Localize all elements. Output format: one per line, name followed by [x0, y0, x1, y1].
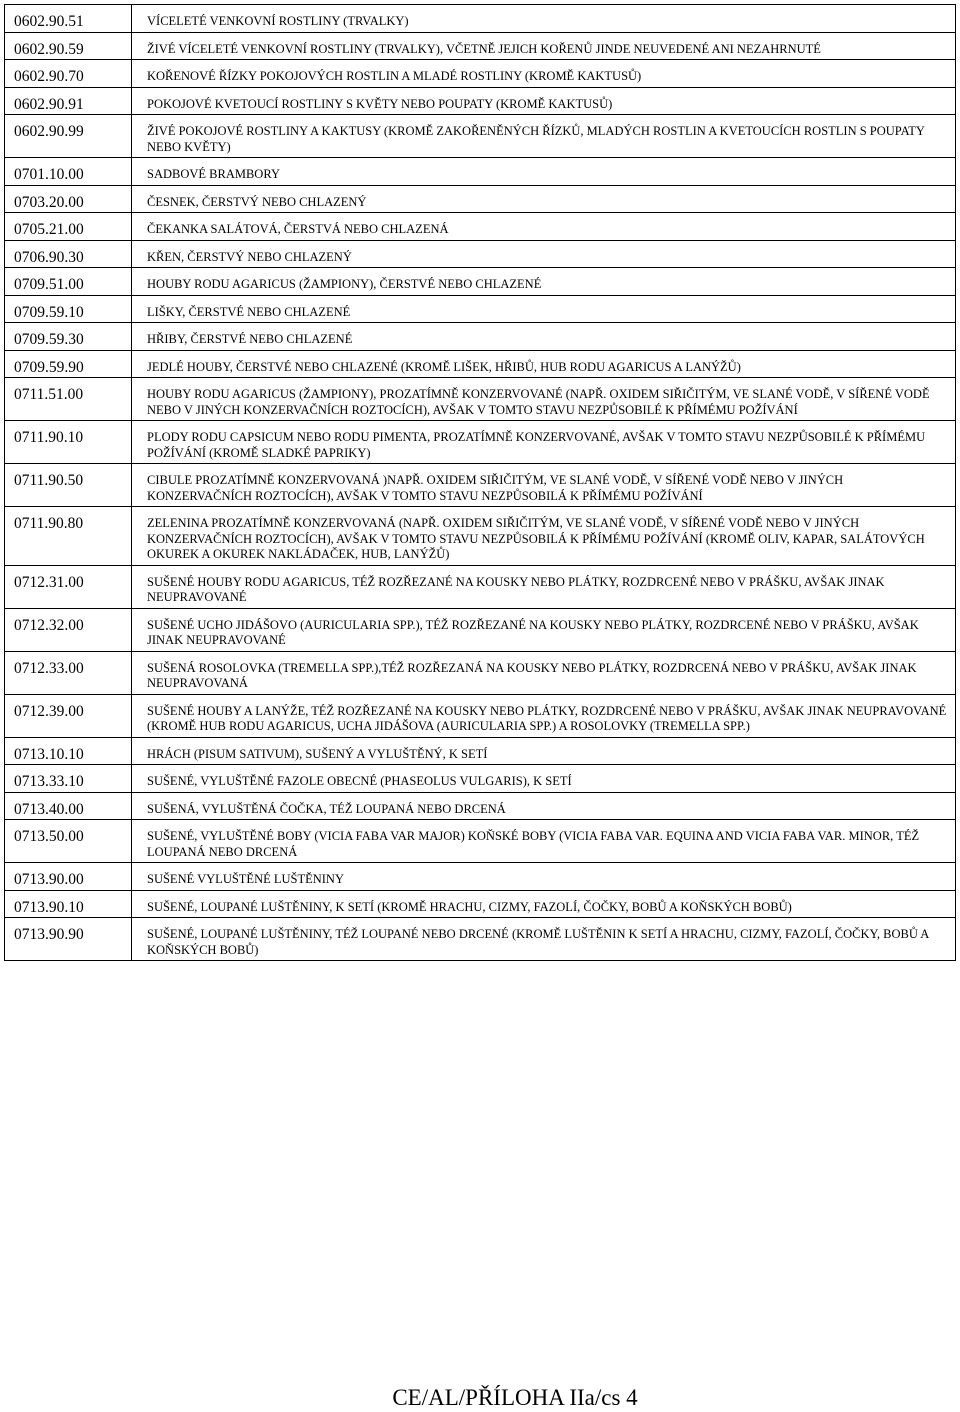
- product-description-cell: ŽIVÉ VÍCELETÉ VENKOVNÍ ROSTLINY (TRVALKY), VČETNĚ JEJICH KOŘENŮ JINDE NEUVEDENÉ ANI NEZAHRNUTÉ: [132, 32, 956, 60]
- tariff-code-cell: 0706.90.30: [5, 240, 132, 268]
- product-description-cell: HŘIBY, ČERSTVÉ NEBO CHLAZENÉ: [132, 323, 956, 351]
- product-description-cell: KŘEN, ČERSTVÝ NEBO CHLAZENÝ: [132, 240, 956, 268]
- table-row: [5, 323, 956, 351]
- tariff-code-cell: 0713.90.90: [5, 918, 132, 961]
- tariff-code-table-body: [5, 5, 956, 961]
- page-footer-label: CE/AL/PŘÍLOHA IIa/cs 4: [392, 1385, 638, 1410]
- tariff-code-cell: 0701.10.00: [5, 158, 132, 186]
- tariff-code-cell: 0713.90.10: [5, 890, 132, 918]
- tariff-code-cell: 0602.90.59: [5, 32, 132, 60]
- tariff-code-cell: 0711.90.10: [5, 421, 132, 464]
- table-row: [5, 213, 956, 241]
- tariff-code-cell: 0709.59.10: [5, 295, 132, 323]
- table-row: [5, 350, 956, 378]
- tariff-code-cell: 0712.33.00: [5, 651, 132, 694]
- table-row: [5, 565, 956, 608]
- table-row: [5, 918, 956, 961]
- table-row: [5, 115, 956, 158]
- tariff-code-cell: 0713.90.00: [5, 863, 132, 891]
- tariff-code-cell: 0711.51.00: [5, 378, 132, 421]
- table-row: [5, 60, 956, 88]
- tariff-code-cell: 0712.31.00: [5, 565, 132, 608]
- tariff-code-cell: 0713.33.10: [5, 765, 132, 793]
- product-description-cell: ZELENINA PROZATÍMNĚ KONZERVOVANÁ (NAPŘ. OXIDEM SIŘIČITÝM, VE SLANÉ VODĚ, V SÍŘENÉ VODĚ NEBO V JINÝCH KONZERVAČNÍCH ROZTOCÍCH), AVŠAK V TOMTO STAVU NEZPŮSOBILÁ K PŘÍMÉMU POŽÍVÁNÍ (KROMĚ OLIV, KAPAR, SALÁTOVÝCH OKUREK A OKUREK NAKLÁDAČEK, HUB, LANÝŽŮ): [132, 507, 956, 566]
- tariff-code-table: [4, 4, 956, 961]
- tariff-code-cell: 0709.59.90: [5, 350, 132, 378]
- tariff-code-cell: 0703.20.00: [5, 185, 132, 213]
- tariff-code-cell: 0712.32.00: [5, 608, 132, 651]
- table-row: [5, 32, 956, 60]
- product-description-cell: ČEKANKA SALÁTOVÁ, ČERSTVÁ NEBO CHLAZENÁ: [132, 213, 956, 241]
- product-description-cell: POKOJOVÉ KVETOUCÍ ROSTLINY S KVĚTY NEBO POUPATY (KROMĚ KAKTUSŮ): [132, 87, 956, 115]
- product-description-cell: SUŠENÉ HOUBY A LANÝŽE, TÉŽ ROZŘEZANÉ NA KOUSKY NEBO PLÁTKY, ROZDRCENÉ NEBO V PRÁŠKU, AVŠAK JINAK NEUPRAVOVANÉ (KROMĚ HUB RODU AGARICUS, UCHA JIDÁŠOVA (AURICULARIA SPP.) A ROSOLOVKY (TREMELLA SPP.): [132, 694, 956, 737]
- table-row: [5, 890, 956, 918]
- tariff-code-cell: 0602.90.51: [5, 5, 132, 33]
- table-row: [5, 378, 956, 421]
- tariff-code-cell: 0602.90.99: [5, 115, 132, 158]
- product-description-cell: SUŠENÉ, LOUPANÉ LUŠTĚNINY, TÉŽ LOUPANÉ NEBO DRCENÉ (KROMĚ LUŠTĚNIN K SETÍ A HRACHU, CIZMY, FAZOLÍ, ČOČKY, BOBŮ A KOŇSKÝCH BOBŮ): [132, 918, 956, 961]
- table-row: [5, 268, 956, 296]
- tariff-code-cell: 0711.90.80: [5, 507, 132, 566]
- product-description-cell: SUŠENÉ UCHO JIDÁŠOVO (AURICULARIA SPP.), TÉŽ ROZŘEZANÉ NA KOUSKY NEBO PLÁTKY, ROZDRCENÉ NEBO V PRÁŠKU, AVŠAK JINAK NEUPRAVOVANÉ: [132, 608, 956, 651]
- tariff-code-cell: 0602.90.91: [5, 87, 132, 115]
- table-row: [5, 694, 956, 737]
- product-description-cell: JEDLÉ HOUBY, ČERSTVÉ NEBO CHLAZENÉ (KROMĚ LIŠEK, HŘIBŮ, HUB RODU AGARICUS A LANÝŽŮ): [132, 350, 956, 378]
- table-row: [5, 792, 956, 820]
- product-description-cell: SADBOVÉ BRAMBORY: [132, 158, 956, 186]
- product-description-cell: ČESNEK, ČERSTVÝ NEBO CHLAZENÝ: [132, 185, 956, 213]
- table-row: [5, 464, 956, 507]
- tariff-code-cell: 0711.90.50: [5, 464, 132, 507]
- product-description-cell: SUŠENÁ ROSOLOVKA (TREMELLA SPP.),TÉŽ ROZŘEZANÁ NA KOUSKY NEBO PLÁTKY, ROZDRCENÁ NEBO V PRÁŠKU, AVŠAK JINAK NEUPRAVOVANÁ: [132, 651, 956, 694]
- product-description-cell: CIBULE PROZATÍMNĚ KONZERVOVANÁ )NAPŘ. OXIDEM SIŘIČITÝM, VE SLANÉ VODĚ, V SÍŘENÉ VODĚ NEBO V JINÝCH KONZERVAČNÍCH ROZTOCÍCH), AVŠAK V TOMTO STAVU NEZPŮSOBILÁ K PŘÍMÉMU POŽÍVÁNÍ: [132, 464, 956, 507]
- product-description-cell: SUŠENÉ, LOUPANÉ LUŠTĚNINY, K SETÍ (KROMĚ HRACHU, CIZMY, FAZOLÍ, ČOČKY, BOBŮ A KOŇSKÝCH BOBŮ): [132, 890, 956, 918]
- table-row: [5, 158, 956, 186]
- product-description-cell: HOUBY RODU AGARICUS (ŽAMPIONY), PROZATÍMNĚ KONZERVOVANÉ (NAPŘ. OXIDEM SIŘIČITÝM, VE SLANÉ VODĚ, V SÍŘENÉ VODĚ NEBO V JINÝCH KONZERVAČNÍCH ROZTOCÍCH), AVŠAK V TOMTO STAVU NEZPŮSOBILÉ K PŘÍMÉMU POŽÍVÁNÍ: [132, 378, 956, 421]
- product-description-cell: SUŠENÉ HOUBY RODU AGARICUS, TÉŽ ROZŘEZANÉ NA KOUSKY NEBO PLÁTKY, ROZDRCENÉ NEBO V PRÁŠKU, AVŠAK JINAK NEUPRAVOVANÉ: [132, 565, 956, 608]
- tariff-code-cell: 0602.90.70: [5, 60, 132, 88]
- product-description-cell: HRÁCH (PISUM SATIVUM), SUŠENÝ A VYLUŠTĚNÝ, K SETÍ: [132, 737, 956, 765]
- product-description-cell: LIŠKY, ČERSTVÉ NEBO CHLAZENÉ: [132, 295, 956, 323]
- table-row: [5, 5, 956, 33]
- table-row: [5, 863, 956, 891]
- table-row: [5, 185, 956, 213]
- tariff-code-cell: 0713.50.00: [5, 820, 132, 863]
- table-row: [5, 737, 956, 765]
- product-description-cell: SUŠENÉ, VYLUŠTĚNÉ BOBY (VICIA FABA VAR MAJOR) KOŇSKÉ BOBY (VICIA FABA VAR. EQUINA AND VICIA FABA VAR. MINOR, TÉŽ LOUPANÁ NEBO DRCENÁ: [132, 820, 956, 863]
- product-description-cell: SUŠENÉ, VYLUŠTĚNÉ FAZOLE OBECNÉ (PHASEOLUS VULGARIS), K SETÍ: [132, 765, 956, 793]
- table-row: [5, 87, 956, 115]
- product-description-cell: HOUBY RODU AGARICUS (ŽAMPIONY), ČERSTVÉ NEBO CHLAZENÉ: [132, 268, 956, 296]
- table-row: [5, 507, 956, 566]
- table-row: [5, 651, 956, 694]
- tariff-code-cell: 0709.51.00: [5, 268, 132, 296]
- tariff-code-cell: 0713.10.10: [5, 737, 132, 765]
- product-description-cell: VÍCELETÉ VENKOVNÍ ROSTLINY (TRVALKY): [132, 5, 956, 33]
- table-row: [5, 240, 956, 268]
- tariff-code-cell: 0713.40.00: [5, 792, 132, 820]
- product-description-cell: KOŘENOVÉ ŘÍZKY POKOJOVÝCH ROSTLIN A MLADÉ ROSTLINY (KROMĚ KAKTUSŮ): [132, 60, 956, 88]
- table-row: [5, 765, 956, 793]
- tariff-code-cell: 0709.59.30: [5, 323, 132, 351]
- product-description-cell: PLODY RODU CAPSICUM NEBO RODU PIMENTA, PROZATÍMNĚ KONZERVOVANÉ, AVŠAK V TOMTO STAVU NEZPŮSOBILÉ K PŘÍMÉMU POŽÍVÁNÍ (KROMĚ SLADKÉ PAPRIKY): [132, 421, 956, 464]
- tariff-code-cell: 0705.21.00: [5, 213, 132, 241]
- table-row: [5, 820, 956, 863]
- product-description-cell: SUŠENÁ, VYLUŠTĚNÁ ČOČKA, TÉŽ LOUPANÁ NEBO DRCENÁ: [132, 792, 956, 820]
- product-description-cell: SUŠENÉ VYLUŠTĚNÉ LUŠTĚNINY: [132, 863, 956, 891]
- product-description-cell: ŽIVÉ POKOJOVÉ ROSTLINY A KAKTUSY (KROMĚ ZAKOŘENĚNÝCH ŘÍZKŮ, MLADÝCH ROSTLIN A KVETOUCÍCH ROSTLIN S POUPATY NEBO KVĚTY): [132, 115, 956, 158]
- table-row: [5, 421, 956, 464]
- table-row: [5, 295, 956, 323]
- tariff-code-cell: 0712.39.00: [5, 694, 132, 737]
- table-row: [5, 608, 956, 651]
